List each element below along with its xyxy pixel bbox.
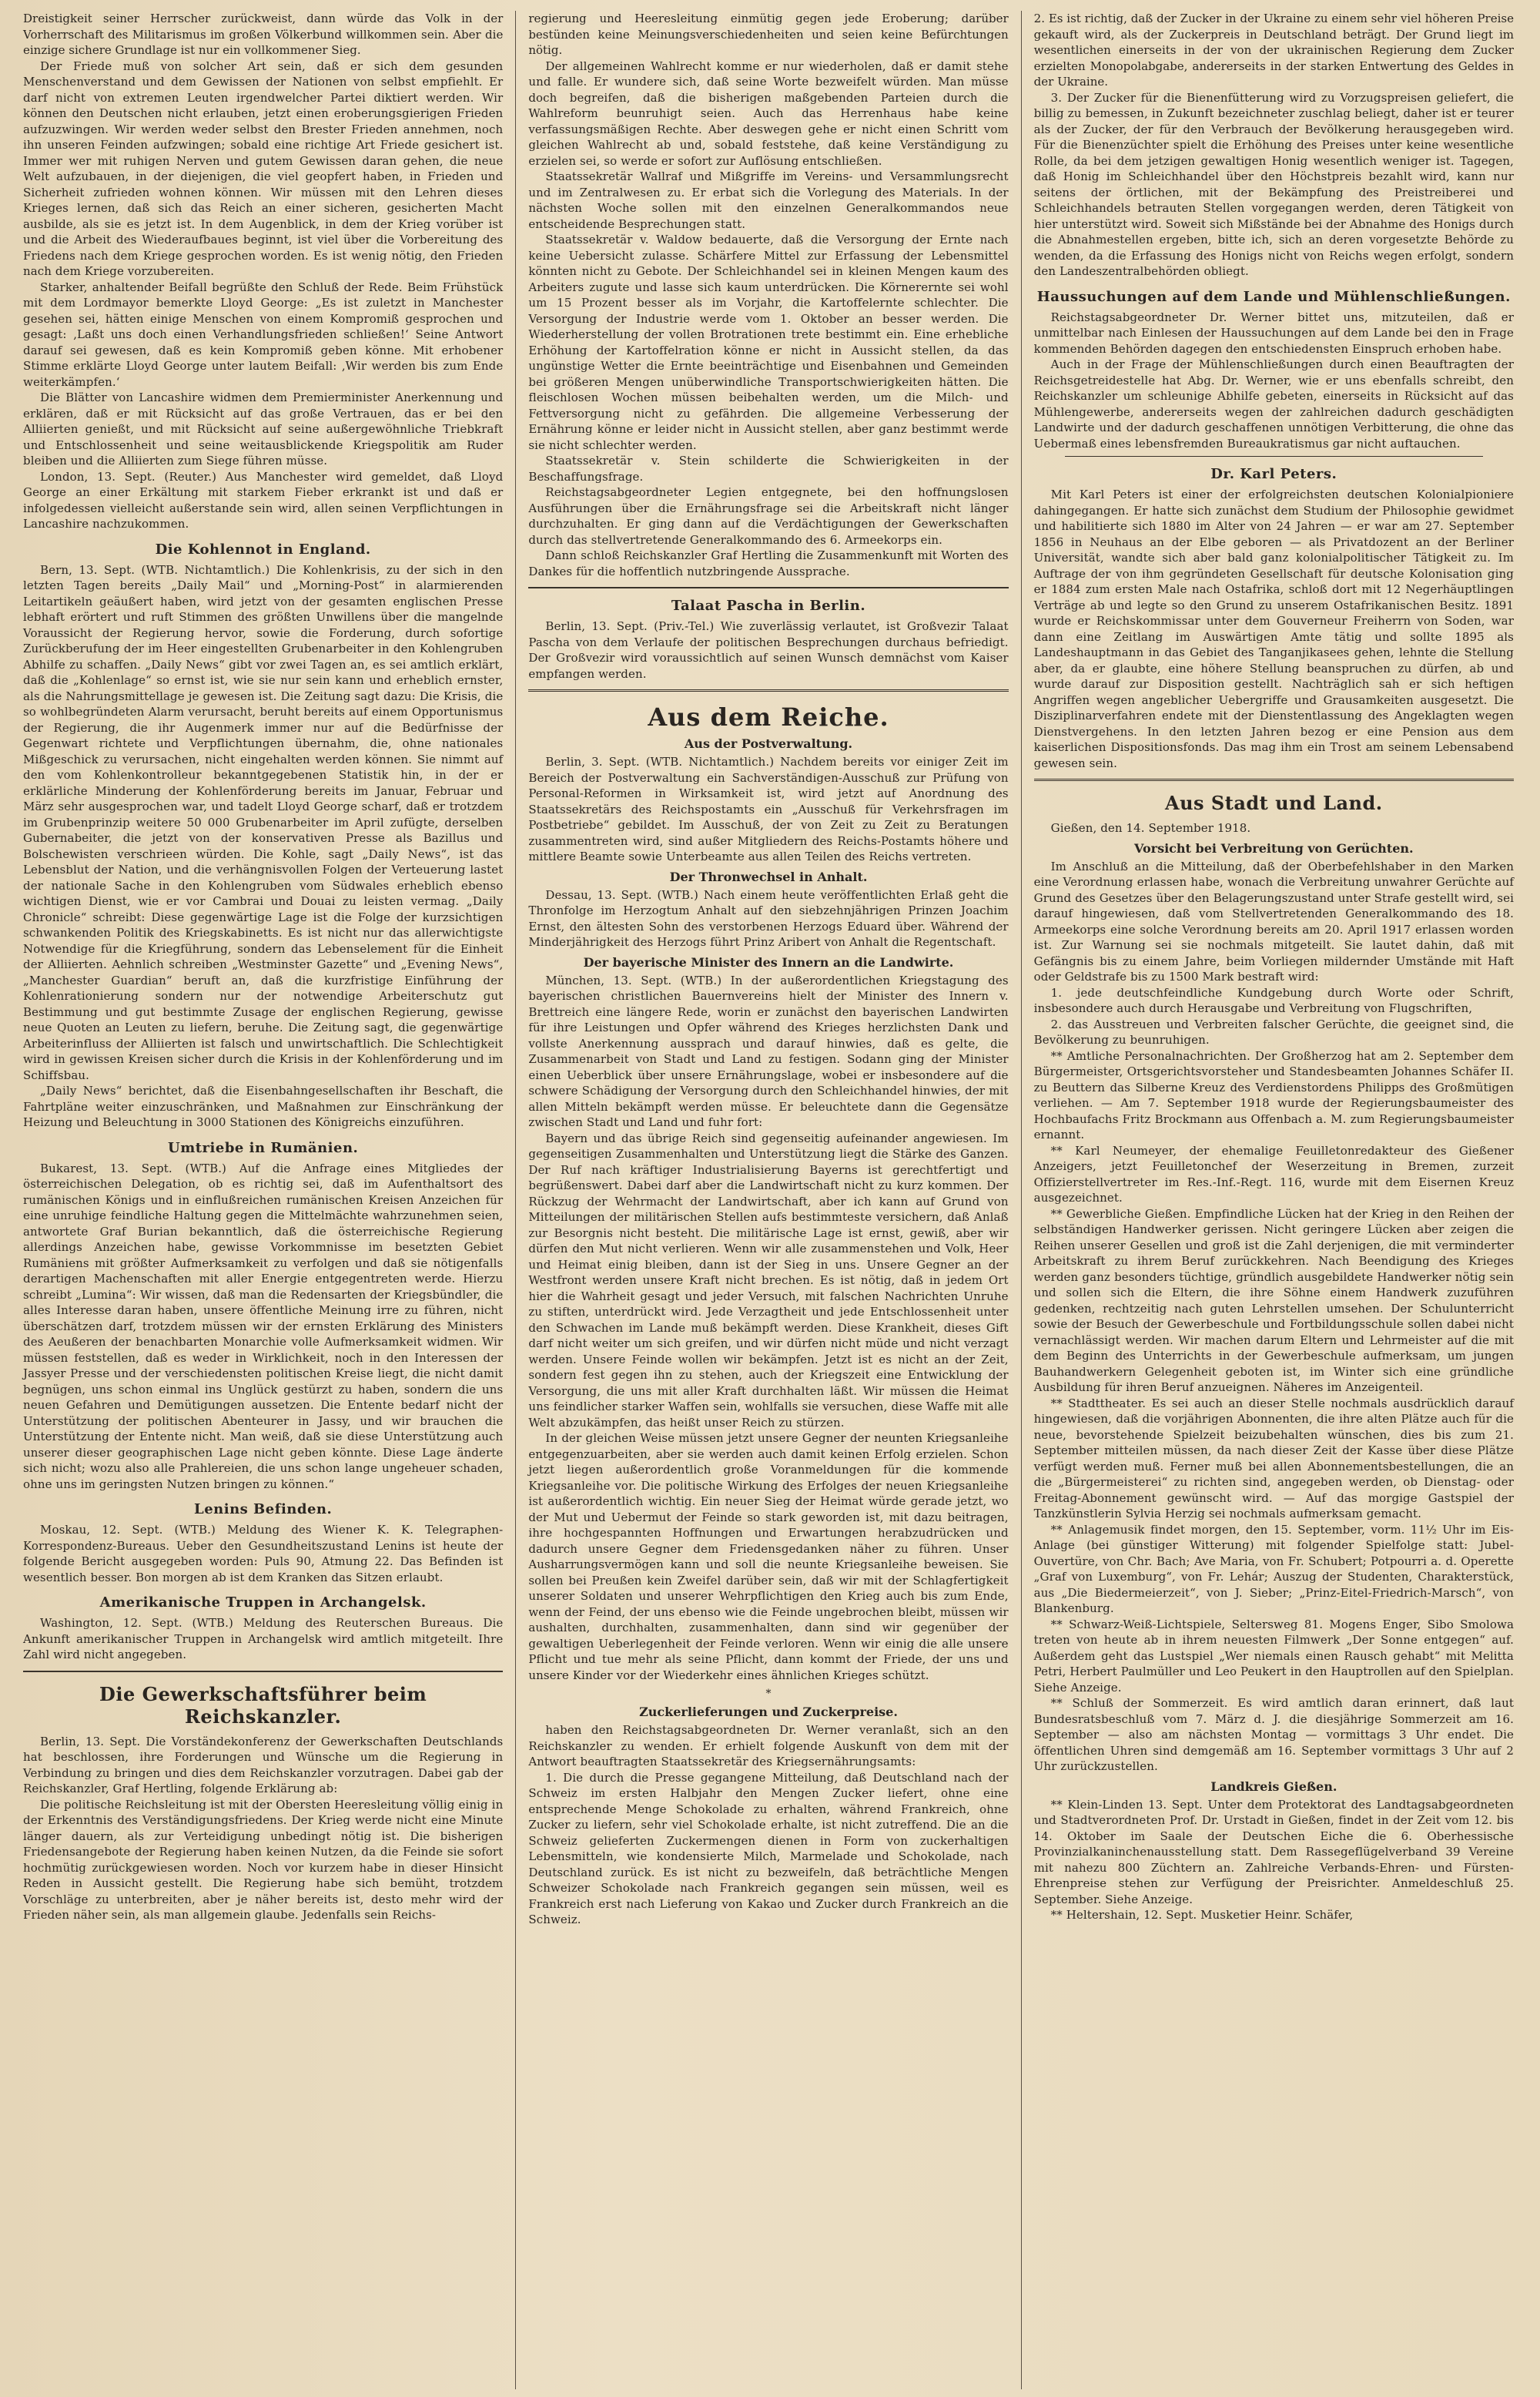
paragraph: regierung und Heeresleitung einmütig gegen jede Eroberung; darüber bestünden keine Meinungsverschiedenheiten und seien keine Befürchtungen nötig.: [528, 12, 1009, 57]
paragraph: ** Stadttheater. Es sei auch an dieser Stelle nochmals ausdrücklich darauf hingewiesen, daß die vorjährigen Abonnenten, die ihre alten Plätze auch für die neue, bevorstehende Spielzeit beizubehalten wünschen, dies bis zum 21. September mitteilen müssen, da nach dieser Zeit der Kasse über diese Plätze verfügt werden muß. Ferner muß bei allen Abonnementsbestellungen, die an die „Bürgermeisterei“ zu richten sind, angegeben werden, ob Dienstag- oder Freitag-Abonnement gewünscht wird. — Auf das morgige Gastspiel der Tanzkünstlerin Sylvia Herzig sei nochmals aufmerksam gemacht.: [1033, 1396, 1514, 1520]
divider: [528, 689, 1008, 692]
article-heading: Die Gewerkschaftsführer beim Reichskanzler.: [99, 1682, 427, 1728]
sub-heading: Aus der Postverwaltung.: [684, 736, 853, 751]
paragraph: Bern, 13. Sept. (WTB. Nichtamtlich.) Die Kohlenkrisis, zu der sich in den letzten Tagen bereits „Daily Mail“ und „Morning-Post“ in alarmierenden Leitartikeln geäußert haben, wird jetzt von der gesamten englischen Presse lebhaft erörtert und ruft Stimmen des größten Unwillens über die mangelnde Voraussicht der Regierung hervor, sowie die Forderung, durch sofortige Zurückberufung der im Heer eingestellten Grubenarbeiter in den Kohlengruben Abhilfe zu schaffen. „Daily News“ gibt vor zwei Tagen an, es sei amtlich erklärt, daß die „Kohlenlage“ so ernst ist, wie sie nur sein kann und erheblich ernster, als die Nahrungsmittellage je gewesen ist. Die Zeitung sagt dazu: Die Krisis, die so wohlbegründeten Alarm verursacht, beruht bereits auf einem Opportunismus der Regierung, die ihr Augenmerk immer nur auf die Bedürfnisse der Gegenwart richtete und Verpflichtungen übernahm, die, ohne nationales Mißgeschick zu verursachen, nicht eingehalten werden können. Sie nimmt auf den vom Kohlenkontrolleur bekanntgegebenen Statistik hin, in der er erklärliche Minderung der Kohlenförderung bereits im Januar, Februar und März sehr ausgesprochen war, und tadelt Lloyd George scharf, daß er trotzdem im Grubenprinzip weitere 50 000 Grubenarbeiter im April zufügte, derselben Gubernabeiter, die jetzt von der konservativen Presse als Bazillus und Bolschewisten verschrieen würden. Die Kohle, sagt „Daily News“, ist das Lebensblut der Nation, und die verhängnisvollen Folgen der Verteuerung lastet der nationale Sache in den Kohlengruben vom Südwales erheblich ebenso wichtigen Dienst, wie er vor Cambrai und Douai zu leisten vermag. „Daily Chronicle“ schreibt: Diese gegenwärtige Lage ist die Folge der kurzsichtigen schwankenden Politik des Kriegskabinetts. Es ist nicht nur das allerwichtigste Notwendige für die Kriegführung, sondern das Lebenselement für die Einheit der Alliierten. Aehnlich schreiben „Westminster Gazette“ und „Evening News“, „Manchester Guardian“ beruft an, daß die kurzfristige Einführung der Kohlenrationierung sondern nur der notwendige Arbeiterschutz gut Bestimmung und gut bestimmte Zusage der englischen Regierung, gewisse neue Quoten an Leuten zu liefern, beruhe. Die Zeitung sagt, die gegenwärtige Arbeiterinfluss der Alliierten ist falsch und unwirtschaftlich. Die Schlechtigkeit wird in gewissen Kreisen sicher durch die Krisis in der Kohlenförderung und im Schiffsbau.: [23, 562, 504, 1082]
divider: [528, 587, 1008, 588]
paragraph: ** Schwarz-Weiß-Lichtspiele, Seltersweg 81. Mogens Enger, Sibo Smolowa treten von heute ab in ihrem neuesten Filmwerk „Der Sonne entgegen“ auf. Außerdem geht das Lustspiel „Wer niemals einen Rausch gehabt“ mit Melitta Petri, Herbert Paulmüller und Leo Peukert in den Hauptrollen auf den Spielplan. Siehe Anzeige.: [1033, 1617, 1514, 1695]
column-1: [11, 11, 516, 2389]
sub-heading: Zuckerlieferungen und Zuckerpreise.: [639, 1705, 898, 1719]
paragraph: Der Friede muß von solcher Art sein, daß er sich dem gesunden Menschenverstand und dem Gewissen der Nationen von selbst empfiehlt. Er darf nicht von extremen Leuten irgendwelcher Partei diktiert werden. Wir können den Deutschen nicht erlauben, jetzt einen eroberungsgierigen Frieden aufzuzwingen. Wir werden weder selbst den Brester Frieden annehmen, noch ihn unseren Feinden aufzwingen; sobald eine richtige Art Friede gesichert ist. Immer wer mit ruhigen Nerven und gutem Gewissen daran gehen, die neue Welt aufzubauen, in der diejenigen, die viel geopfert haben, in Frieden und Sicherheit zufrieden wohnen können. Wir müssen mit den Lehren dieses Krieges lernen, daß sich das Reich an einer sicheren, gesicherten Macht ausbilde, als sie es jetzt ist. In dem Augenblick, in dem der Krieg vorüber ist und die Arbeit des Wiederaufbaues beginnt, ist viel über die Vorbereitung des Friedens nach dem Kriege gesprochen worden. Es ist wenig nötig, den Frieden nach dem Kriege vorzubereiten.: [23, 59, 504, 278]
paragraph: Bukarest, 13. Sept. (WTB.) Auf die Anfrage eines Mitgliedes der österreichischen Delegation, ob es richtig sei, daß im Aufenthaltsort des rumänischen Königs und in einflußreichen rumänischen Kreisen Anzeichen für eine unruhige feindliche Haltung gegen die Mittelmächte wahrzunehmen seien, antwortete Graf Burian bekanntlich, daß die österreichische Regierung allerdings Anzeichen habe, gewisse Vorkommnisse im besetzten Gebiet Rumäniens mit größter Aufmerksamkeit zu verfolgen und daß sie nötigenfalls derartigen Machenschaften mit aller Energie entgegentreten werde. Hierzu schreibt „Lumina“: Wir wissen, daß man die Redensarten der Kriegsbündler, die alles Interesse daran haben, unsere öffentliche Meinung irre zu führen, nicht überschätzen darf, trotzdem müssen wir der ernsten Erklärung des Ministers des Aeußeren der benachbarten Monarchie volle Aufmerksamkeit widmen. Wir müssen feststellen, daß es weder in Wirklichkeit, noch in den Interessen der Jassyer Presse und der verschiedensten politischen Kreise liegt, die nicht damit begnügen, uns schon einmal ins Unglück gestürzt zu haben, sondern die uns neuen Gefahren und Demütigungen aussetzen. Die Entente bedarf nicht der Unterstützung der politischen Abenteurer in Jassy, und wir brauchen die Unterstützung der Entente nicht. Man weiß, daß sie diese Unterstützung auch unserer dieser geographischen Lage nicht geben könnte. Diese Lage änderte sich nicht; wozu also alle Prahlereien, die uns schon lange ungeheuer schaden, ohne uns im geringsten Nutzen bringen zu können.“: [23, 1161, 504, 1491]
paragraph: ** Schluß der Sommerzeit. Es wird amtlich daran erinnert, daß laut Bundesratsbeschluß vom 7. März d. J. die diesjährige Sommerzeit am 16. September — also am nächsten Montag — vormittags 3 Uhr endet. Die öffentlichen Uhren sind demgemäß am 16. September vormittags 3 Uhr auf 2 Uhr zurückzustellen.: [1033, 1696, 1514, 1773]
separator-mark: *: [765, 1688, 772, 1700]
paragraph: 3. Der Zucker für die Bienenfütterung wird zu Vorzugspreisen geliefert, die billig zu bemessen, in Zukunft bezeichneter zuschlag beliegt, daher ist er teurer als der Zucker, der für den Verbrauch der Bevölkerung herausgegeben wird. Für die Bienenzüchter spielt die Erhöhung des Preises unter keine wesentliche Rolle, da bei dem jetzigen gewaltigen Honig wesentlich weniger ist. Tagegen, daß Honig im Schleichhandel über den Höchstpreis bezahlt wird, kann nur seitens der örtlichen, mit der Bekämpfung des Preistreiberei und Schleichhandels betrauten Stellen vorgegangen werden, deren Tätigkeit von hier unterstützt wird. Soweit sich Mißstände bei der Abnahme des Honigs durch die Abnahmestellen ergeben, bitte ich, sich an deren vorgesetzte Behörde zu wenden, da die Erfassung des Honigs nicht von Reichs wegen erfolgt, sondern den Landeszentralbehörden obliegt.: [1033, 90, 1514, 278]
paragraph: In der gleichen Weise müssen jetzt unsere Gegner der neunten Kriegsanleihe entgegenzuarbeiten, aber sie werden auch damit keinen Erfolg erzielen. Schon jetzt liegen außerordentlich große Voranmeldungen für die kommende Kriegsanleihe vor. Die politische Wirkung des Erfolges der neuen Kriegsanleihe ist außerordentlich wichtig. Ein neuer Sieg der Heimat würde gerade jetzt, wo der Mut und Uebermut der Feinde so stark geworden ist, mit dazu beitragen, ihre hochgespannten Hoffnungen und Erwartungen herabzudrücken und dadurch unsere Gegner dem Friedensgedanken näher zu führen. Unser Ausharrungsvermögen kann und soll die neunte Kriegsanleihe beweisen. Sie sollen bei Preußen kein Zweifel darüber sein, daß wir mit der Schlagfertigkeit unserer Soldaten und unserer Wehrpflichtigen den Krieg auch bis zum Ende, wenn der Feind, der uns ebenso wie die Feinde ungebrochen bleibt, müssen wir aushalten, durchhalten, zusammenhalten, dann sind wir gegenüber der gewaltigen Ueberlegenheit der Feinde verloren. Wenn wir einig die alle unsere Pflicht und tue mehr als seine Pflicht, dann kommt der Friede, der uns und unsere Kinder vor der Wiederkehr eines ähnlichen Krieges schützt.: [528, 1431, 1009, 1682]
article-heading: Umtriebe in Rumänien.: [168, 1139, 359, 1156]
paragraph: Auch in der Frage der Mühlenschließungen durch einen Beauftragten der Reichsgetreidestelle hat Abg. Dr. Werner, wie er uns ebenfalls schreibt, den Reichskanzler um schleunige Abhilfe gebeten, einerseits in Rücksicht auf das Mühlengewerbe, andererseits wegen der zahlreichen dadurch geschädigten Landwirte und der dadurch geschaffenen unnötigen Verbitterung, die ohne das Uebermaß eines lebensfremden Bureaukratismus gar nicht auftauchen.: [1033, 357, 1514, 451]
paragraph: Starker, anhaltender Beifall begrüßte den Schluß der Rede. Beim Frühstück mit dem Lordmayor bemerkte Lloyd George: „Es ist zuletzt in Manchester gesehen sei, hätten einige Menschen von einem Kompromiß gesprochen und gesagt: ‚Laßt uns doch einen Verhandlungsfrieden schließen!‘ Seine Antwort darauf sei gewesen, daß es kein Kompromiß geben könne. Mit erhobener Stimme erklärte Lloyd George unter lautem Beifall: ‚Wir werden bis zum Ende weiterkämpfen.‘: [23, 280, 504, 389]
sub-heading: Vorsicht bei Verbreitung von Gerüchten.: [1134, 840, 1414, 856]
paragraph: Mit Karl Peters ist einer der erfolgreichsten deutschen Kolonialpioniere dahingegangen. Er hatte sich zunächst dem Studium der Philosophie gewidmet und habilitierte sich 1880 im Alter von 24 Jahren — er war am 27. September 1856 in Neuhaus an der Elbe geboren — als Privatdozent an der Berliner Universität, wandte sich aber bald ganz kolonialpolitischer Tätigkeit zu. Im Auftrage der von ihm gegründeten Gesellschaft für deutsche Kolonisation ging er 1884 zum ersten Male nach Ostafrika, schloß dort mit 12 Negerhäuptlingen Verträge ab und legte so den Grund zu unserem Ostafrikanischen Besitz. 1891 wurde er Reichskommissar unter dem Gouverneur Freiherrn von Soden, war dann eine Zeitlang im Auswärtigen Amte tätig und sollte 1895 als Landeshauptmann in das Gebiet des Tanganjikasees gehen, lehnte die Stellung aber, da er glaubte, eine höhere Stellung beanspruchen zu dürfen, ab und wurde darauf zur Disposition gestellt. Nachträglich sah er sich heftigen Angriffen wegen angeblicher Uebergriffe und Grausamkeiten ausgesetzt. Die Disziplinarverfahren endete mit der Dienstentlassung des Angeklagten wegen Dienstvergehens. In den letzten Jahren bezog er eine Pension aus dem kaiserlichen Dispositionsfonds. Das mag ihm ein Trost am seinem Lebensabend gewesen sein.: [1033, 488, 1514, 770]
paragraph: Die Blätter von Lancashire widmen dem Premierminister Anerkennung und erklären, daß er mit Rücksicht auf das große Vertrauen, das er bei den Alliierten genießt, und mit Rücksicht auf seine außergewöhnliche Triebkraft und Entschlossenheit und seine weitausblickende Kriegspolitik am Ruder bleiben und die Alliierten zum Siege führen müsse.: [23, 391, 504, 468]
section-heading: Aus Stadt und Land.: [1164, 792, 1383, 814]
paragraph: Bayern und das übrige Reich sind gegenseitig aufeinander angewiesen. Im gegenseitigen Zusammenhalten und Unterstützung liegt die Stärke des Ganzen. Der Ruf nach kräftiger Industrialisierung Bayerns ist gerechtfertigt und begrüßenswert. Dabei darf aber die Landwirtschaft nicht zu kurz kommen. Der Rückzug der Wehrmacht der Landwirtschaft, aber ich kann auf Grund von Mitteilungen der militärischen Stellen aufs bestimmteste versichern, daß Anlaß zur Besorgnis nicht besteht. Die militärische Lage ist ernst, gewiß, aber wir dürfen den Mut nicht verlieren. Wenn wir alle zusammenstehen und Volk, Heer und Heimat einig bleiben, dann ist der Sieg in uns. Unsere Gegner an der Westfront werden unsere Kraft nicht brechen. Es ist nötig, daß in jedem Ort hier die Wahrheit gesagt und jeder Versuch, mit falschen Nachrichten Unruhe zu stiften, unterdrückt wird. Jede Verzagtheit und jede Entschlossenheit unter den Schwachen im Lande muß bekämpft werden. Diese Krankheit, dieses Gift darf nicht weiter um sich greifen, und wir dürfen nicht müde und nicht verzagt werden. Unsere Feinde wollen wir bekämpfen. Jetzt ist es nicht an der Zeit, sondern fest gegen ihn zu stehen, auch der Kriegszeit eine Entwicklung der Versorgung, die uns mit aller Kraft durchhalten läßt. Wir müssen die Heimat uns feindlicher starker Waffen sein, wohlfalls sie versuchen, diese Waffe mit alle Welt abzukämpfen, das heißt unser Reich zu stürzen.: [528, 1131, 1009, 1430]
divider: [1034, 779, 1514, 781]
paragraph: ** Karl Neumeyer, der ehemalige Feuilletonredakteur des Gießener Anzeigers, jetzt Feuilletonchef der Weserzeitung in Bremen, zurzeit Offizierstellvertreter im Res.-Inf.-Regt. 116, wurde mit dem Eisernen Kreuz ausgezeichnet.: [1033, 1143, 1514, 1205]
paragraph: 2. Es ist richtig, daß der Zucker in der Ukraine zu einem sehr viel höheren Preise gekauft wird, als der Zuckerpreis in Deutschland beträgt. Der Grund liegt im wesentlichen einerseits in der von der ukrainischen Regierung dem Zucker erzielten Monopolabgabe, andererseits in der starken Entwertung des Geldes in der Ukraine.: [1033, 12, 1514, 89]
paragraph: Die politische Reichsleitung ist mit der Obersten Heeresleitung völlig einig in der Erkenntnis des Verständigungsfriedens. Der Krieg werde nicht eine Minute länger dauern, als zur Verteidigung unbedingt nötig ist. Die bisherigen Friedensangebote der Regierung haben keinen Nutzen, da die Feinde sie sofort hochmütig zurückgewiesen worden. Noch vor kurzem habe in dieser Hinsicht Reden in Aussicht gestellt. Die Regierung habe sich bemüht, trotzdem Vorschläge zu unterbreiten, aber je näher bereits ist, desto mehr wird der Frieden näher sein, als man allgemein glaube. Jedenfalls sein Reichs-: [23, 1797, 504, 1922]
article-heading: Lenins Befinden.: [194, 1501, 333, 1517]
column-3: [1022, 11, 1526, 2389]
paragraph: ** Amtliche Personalnachrichten. Der Großherzog hat am 2. September dem Bürgermeister, Ortsgerichtsvorsteher und Standesbeamten Johannes Schäfer II. zu Beuttern das Silberne Kreuz des Verdienstordens Philipps des Großmütigen verliehen. — Am 7. September 1918 wurde der Regierungsbaumeister des Hochbaufachs Fritz Brockmann aus Offenbach a. M. zum Regierungsbaumeister ernannt.: [1033, 1048, 1514, 1142]
paragraph: Berlin, 13. Sept. (Priv.-Tel.) Wie zuverlässig verlautet, ist Großvezir Talaat Pascha von dem Verlaufe der politischen Besprechungen durchaus befriedigt. Der Großvezir wird voraussichtlich auf seinen Wunsch demnächst vom Kaiser empfangen werden.: [528, 619, 1009, 681]
dateline: Gießen, den 14. September 1918.: [1050, 821, 1251, 835]
paragraph: 2. das Ausstreuen und Verbreiten falscher Gerüchte, die geeignet sind, die Bevölkerung zu beunruhigen.: [1033, 1017, 1514, 1047]
article-heading: Dr. Karl Peters.: [1210, 466, 1337, 482]
paragraph: Dessau, 13. Sept. (WTB.) Nach einem heute veröffentlichten Erlaß geht die Thronfolge im Herzogtum Anhalt auf den siebzehnjährigen Prinzen Joachim Ernst, den ältesten Sohn des verstorbenen Herzogs Eduard über. Während der Minderjährigkeit des Herzogs führt Prinz Aribert von Anhalt die Regentschaft.: [528, 887, 1009, 949]
paragraph: Reichstagsabgeordneter Dr. Werner bittet uns, mitzuteilen, daß er unmittelbar nach Einlesen der Haussuchungen auf dem Lande bei den in Frage kommenden Behörden dagegen den entschiedensten Einspruch erhoben habe.: [1033, 310, 1514, 356]
sub-heading: Der Thronwechsel in Anhalt.: [669, 869, 868, 884]
article-heading: Talaat Pascha in Berlin.: [671, 598, 866, 614]
paragraph: Im Anschluß an die Mitteilung, daß der Oberbefehlshaber in den Marken eine Verordnung erlassen habe, wonach die Verbreitung unwahrer Gerüchte auf Grund des Gesetzes über den Belagerungszustand unter Strafe gestellt wird, sei darauf hingewiesen, daß vom Stellvertretenden Generalkommando des 18. Armeekorps eine solche Verordnung bereits am 20. April 1917 erlassen worden ist. Zur Warnung sei sie nochmals mitgeteilt. Sie lautet dahin, daß mit Gefängnis bis zu einem Jahre, beim Vorliegen mildernder Umstände mit Haft oder Geldstrafe bis zu 1500 Mark bestraft wird:: [1033, 859, 1514, 984]
paragraph: Berlin, 3. Sept. (WTB. Nichtamtlich.) Nachdem bereits vor einiger Zeit im Bereich der Postverwaltung ein Sachverständigen-Ausschuß zur Prüfung von Personal-Reformen in Wirksamkeit ist, wird jetzt auf Anordnung des Staatssekretärs des Reichspostamts ein „Ausschuß für Verkehrsfragen im Postbetriebe“ gebildet. Im Ausschuß, der von Zeit zu Zeit zu Beratungen zusammentreten wird, sind außer Mitgliedern des Reichs-Postamts höhere und mittlere Beamte sowie Unterbeamte aus allen Teilen des Reichs vertreten.: [528, 755, 1009, 863]
paragraph: London, 13. Sept. (Reuter.) Aus Manchester wird gemeldet, daß Lloyd George an einer Erkältung mit starkem Fieber erkrankt ist und daß er infolgedessen vielleicht außerstande sein wird, allen seinen Verpflichtungen in Lancashire nachzukommen.: [23, 469, 504, 531]
paragraph: München, 13. Sept. (WTB.) In der außerordentlichen Kriegstagung des bayerischen christlichen Bauernvereins hielt der Minister des Innern v. Brettreich eine längere Rede, worin er zunächst den bayerischen Landwirten für ihre Leistungen und Opfer während des Krieges herzlichsten Dank und vollste Anerkennung aussprach und darauf hinwies, daß es gelte, die Zusammenarbeit von Stadt und Land zu festigen. Sodann ging der Minister einen Ueberblick über unsere Ernährungslage, wobei er insbesondere auf die schwere Schädigung der Versorgung durch den Schleichhandel hinwies, der mit allen Mitteln bekämpft werden müsse. Er beleuchtete dann die Gegensätze zwischen Stadt und Land und fuhr fort:: [528, 973, 1009, 1129]
paragraph: Dann schloß Reichskanzler Graf Hertling die Zusammenkunft mit Worten des Dankes für die hoffentlich nutzbringende Aussprache.: [528, 548, 1009, 578]
paragraph: „Daily News“ berichtet, daß die Eisenbahngesellschaften ihr Beschaft, die Fahrtpläne weiter einzuschränken, und Maßnahmen zur Einschränkung der Heizung und Beleuchtung in 3000 Stationen des Königreichs einzuführen.: [23, 1084, 504, 1129]
paragraph: Moskau, 12. Sept. (WTB.) Meldung des Wiener K. K. Telegraphen-Korrespondenz-Bureaus. Ueber den Gesundheitszustand Lenins ist heute der folgende Bericht ausgegeben worden: Puls 90, Atmung 22. Das Befinden ist wesentlich besser. Bon morgen ab ist dem Kranken das Sitzen erlaubt.: [23, 1523, 504, 1584]
paragraph: Dreistigkeit seiner Herrscher zurückweist, dann würde das Volk in der Vorherrschaft des Militarismus im großen Völkerbund willkommen sein. Aber die einzige sichere Grundlage ist nur ein vollkommener Sieg.: [23, 12, 504, 57]
article-heading: Die Kohlennot in England.: [155, 541, 371, 558]
paragraph: Der allgemeinen Wahlrecht komme er nur wiederholen, daß er damit stehe und falle. Er wundere sich, daß seine Worte bezweifelt würden. Man müsse doch begreifen, daß die bisherigen maßgebenden Parteien durch die Wahlreform beunruhigt seien. Auch das Herrenhaus habe keine verfassungsmäßigen Rechte. Aber deswegen gehe er nicht einen Schritt vom gleichen Wahlrecht ab und, sobald feststehe, daß keine Verständigung zu erzielen sei, so werde er sofort zur Auflösung entschließen.: [528, 59, 1009, 168]
paragraph: 1. Die durch die Presse gegangene Mitteilung, daß Deutschland nach der Schweiz im ersten Halbjahr den Mengen Zucker liefert, ohne eine entsprechende Menge Schokolade zu erhalten, während Frankreich, ohne Zucker zu liefern, sehr viel Schokolade erhalte, ist nicht zutreffend. Die an die Schweiz gelieferten Zuckermengen dienen in Form von zuckerhaltigen Lebensmitteln, wie kondensierte Milch, Marmelade und Schokolade, nach Deutschland zurück. Es ist nicht zu bezweifeln, daß beträchtliche Mengen Schweizer Schokolade nach Frankreich gegangen sein müssen, weil es Frankreich erst nach Lieferung von Kakao und Zucker durch Frankreich an die Schweiz.: [528, 1770, 1009, 1926]
paragraph: ** Gewerbliche Gießen. Empfindliche Lücken hat der Krieg in den Reihen der selbständigen Handwerker gerissen. Nicht geringere Lücken aber zeigen die Reihen unserer Gesellen und groß ist die Zahl derjenigen, die mit verminderter Arbeitskraft zu ihrem Beruf zurückkehren. Nach Beendigung des Krieges werden ganz besonders tüchtige, gründlich ausgebildete Handwerker nötig sein und sollen sich die Eltern, die ihre Söhne einem Handwerk zuzuführen gedenken, rechtzeitig nach guten Lehrstellen umsehen. Der Schulunterricht sowie der Besuch der Gewerbeschule und Fortbildungsschule sollen dabei nicht vernachlässigt werden. Wir machen darum Eltern und Lehrmeister auf die mit dem Beginn des Unterrichts in der Gewerbeschule aufmerksam, um jungen Bauhandwerkern Gelegenheit geboten ist, im Winter sich eine gründliche Ausbildung für ihren Beruf anzueignen. Näheres im Anzeigenteil.: [1033, 1206, 1514, 1394]
paragraph: Reichstagsabgeordneter Legien entgegnete, bei den hoffnungslosen Ausführungen über die Ernährungsfrage sei die Arbeitskraft nicht länger durchzuhalten. Er ging dann auf die Verdächtigungen der Gewerkschaften durch das stellvertretende Generalkommando des 6. Armeekorps ein.: [528, 485, 1009, 547]
paragraph: ** Heltershain, 12. Sept. Musketier Heinr. Schäfer,: [1050, 1908, 1354, 1922]
paragraph: Staatssekretär v. Waldow bedauerte, daß die Versorgung der Ernte nach keine Uebersicht zulasse. Schärfere Mittel zur Erfassung der Lebensmittel könnten nicht zu Gebote. Der Schleichhandel sei in kleinen Mengen kaum des Arbeiters zugute und lasse sich kaum unterdrücken. Die Körnerernte sei wohl um 15 Prozent besser als im Vorjahr, die Kartoffelernte schlechter. Die Versorgung der Industrie werde vom 1. Oktober an besser werden. Die Wiederherstellung der vollen Brotrationen trete bestimmt ein. Eine erhebliche Erhöhung der Kartoffelration könne er nicht in Aussicht stellen, da das ungünstige Wetter die Ernte beeinträchtige und Eisenbahnen und Gemeinden bei größeren Mengen unüberwindliche Transportschwierigkeiten hätten. Die fleischlosen Wochen müssen beibehalten werden, um die Milch- und Fettversorgung nicht zu gefährden. Die allgemeine Verbesserung der Ernährung könne er leider nicht in Aussicht stellen, aber ganz bestimmt werde sie nicht schlechter werden.: [528, 233, 1009, 452]
divider: [23, 1671, 503, 1672]
section-heading: Aus dem Reiche.: [648, 702, 889, 732]
paragraph: Berlin, 13. Sept. Die Vorständekonferenz der Gewerkschaften Deutschlands hat beschlossen, ihre Forderungen und Wünsche um die Regierung in Verbindung zu bringen und dies dem Reichskanzler vorzutragen. Dabei gab der Reichskanzler, Graf Hertling, folgende Erklärung ab:: [23, 1734, 504, 1795]
divider: [1065, 456, 1483, 457]
paragraph: Staatssekretär v. Stein schilderte die Schwierigkeiten in der Beschaffungsfrage.: [528, 454, 1009, 484]
paragraph: ** Klein-Linden 13. Sept. Unter dem Protektorat des Landtagsabgeordneten und Stadtverordneten Prof. Dr. Urstadt in Gießen, findet in der Zeit vom 12. bis 14. Oktober im Saale der Deutschen Eiche die 6. Oberhessische Provinzialkaninchenausstellung statt. Dem Rassegeflügelverband 39 Vereine mit nahezu 800 Züchtern an. Zahlreiche Verbands-Ehren- und Fürsten-Ehrenpreise stehen zur Verfügung der Preisrichter. Anmeldeschluß 25. September. Siehe Anzeige.: [1033, 1797, 1514, 1906]
article-heading: Amerikanische Truppen in Archangelsk.: [99, 1594, 427, 1611]
paragraph: Washington, 12. Sept. (WTB.) Meldung des Reuterschen Bureaus. Die Ankunft amerikanischer Truppen in Archangelsk wird amtlich mitgeteilt. Ihre Zahl wird nicht angegeben.: [23, 1616, 504, 1661]
paragraph: haben den Reichstagsabgeordneten Dr. Werner veranlaßt, sich an den Reichskanzler zu wenden. Er erhielt folgende Auskunft von dem mit der Antwort beauftragten Staatssekretär des Kriegsernährungsamts:: [528, 1723, 1009, 1768]
paragraph: ** Anlagemusik findet morgen, den 15. September, vorm. 11½ Uhr im Eis-Anlage (bei günstiger Witterung) mit folgender Spielfolge statt: Jubel-Ouvertüre, von Chr. Bach; Ave Maria, von Fr. Schubert; Potpourri a. d. Operette „Graf von Luxemburg“, von Fr. Lehár; Auszug der Studenten, Charakterstück, aus „Die Biedermeierzeit“, von J. Sieber; „Prinz-Eitel-Friedrich-Marsch“, von Blankenburg.: [1033, 1522, 1514, 1615]
sub-heading: Landkreis Gießen.: [1210, 1778, 1337, 1794]
paragraph: Staatssekretär Wallraf und Mißgriffe im Vereins- und Versammlungsrecht und im Zentralwesen zu. Er erbat sich die Vorlegung des Materials. In der nächsten Woche sollen mit den einzelnen Generalkommandos neue entscheidende Besprechungen statt.: [528, 169, 1009, 231]
paragraph: 1. jede deutschfeindliche Kundgebung durch Worte oder Schrift, insbesondere auch durch Herausgabe und Verbreitung von Flugschriften,: [1033, 985, 1514, 1015]
column-2: [516, 11, 1021, 2389]
article-heading: Haussuchungen auf dem Lande und Mühlenschließungen.: [1036, 288, 1511, 305]
sub-heading: Der bayerische Minister des Innern an die Landwirte.: [583, 954, 954, 970]
